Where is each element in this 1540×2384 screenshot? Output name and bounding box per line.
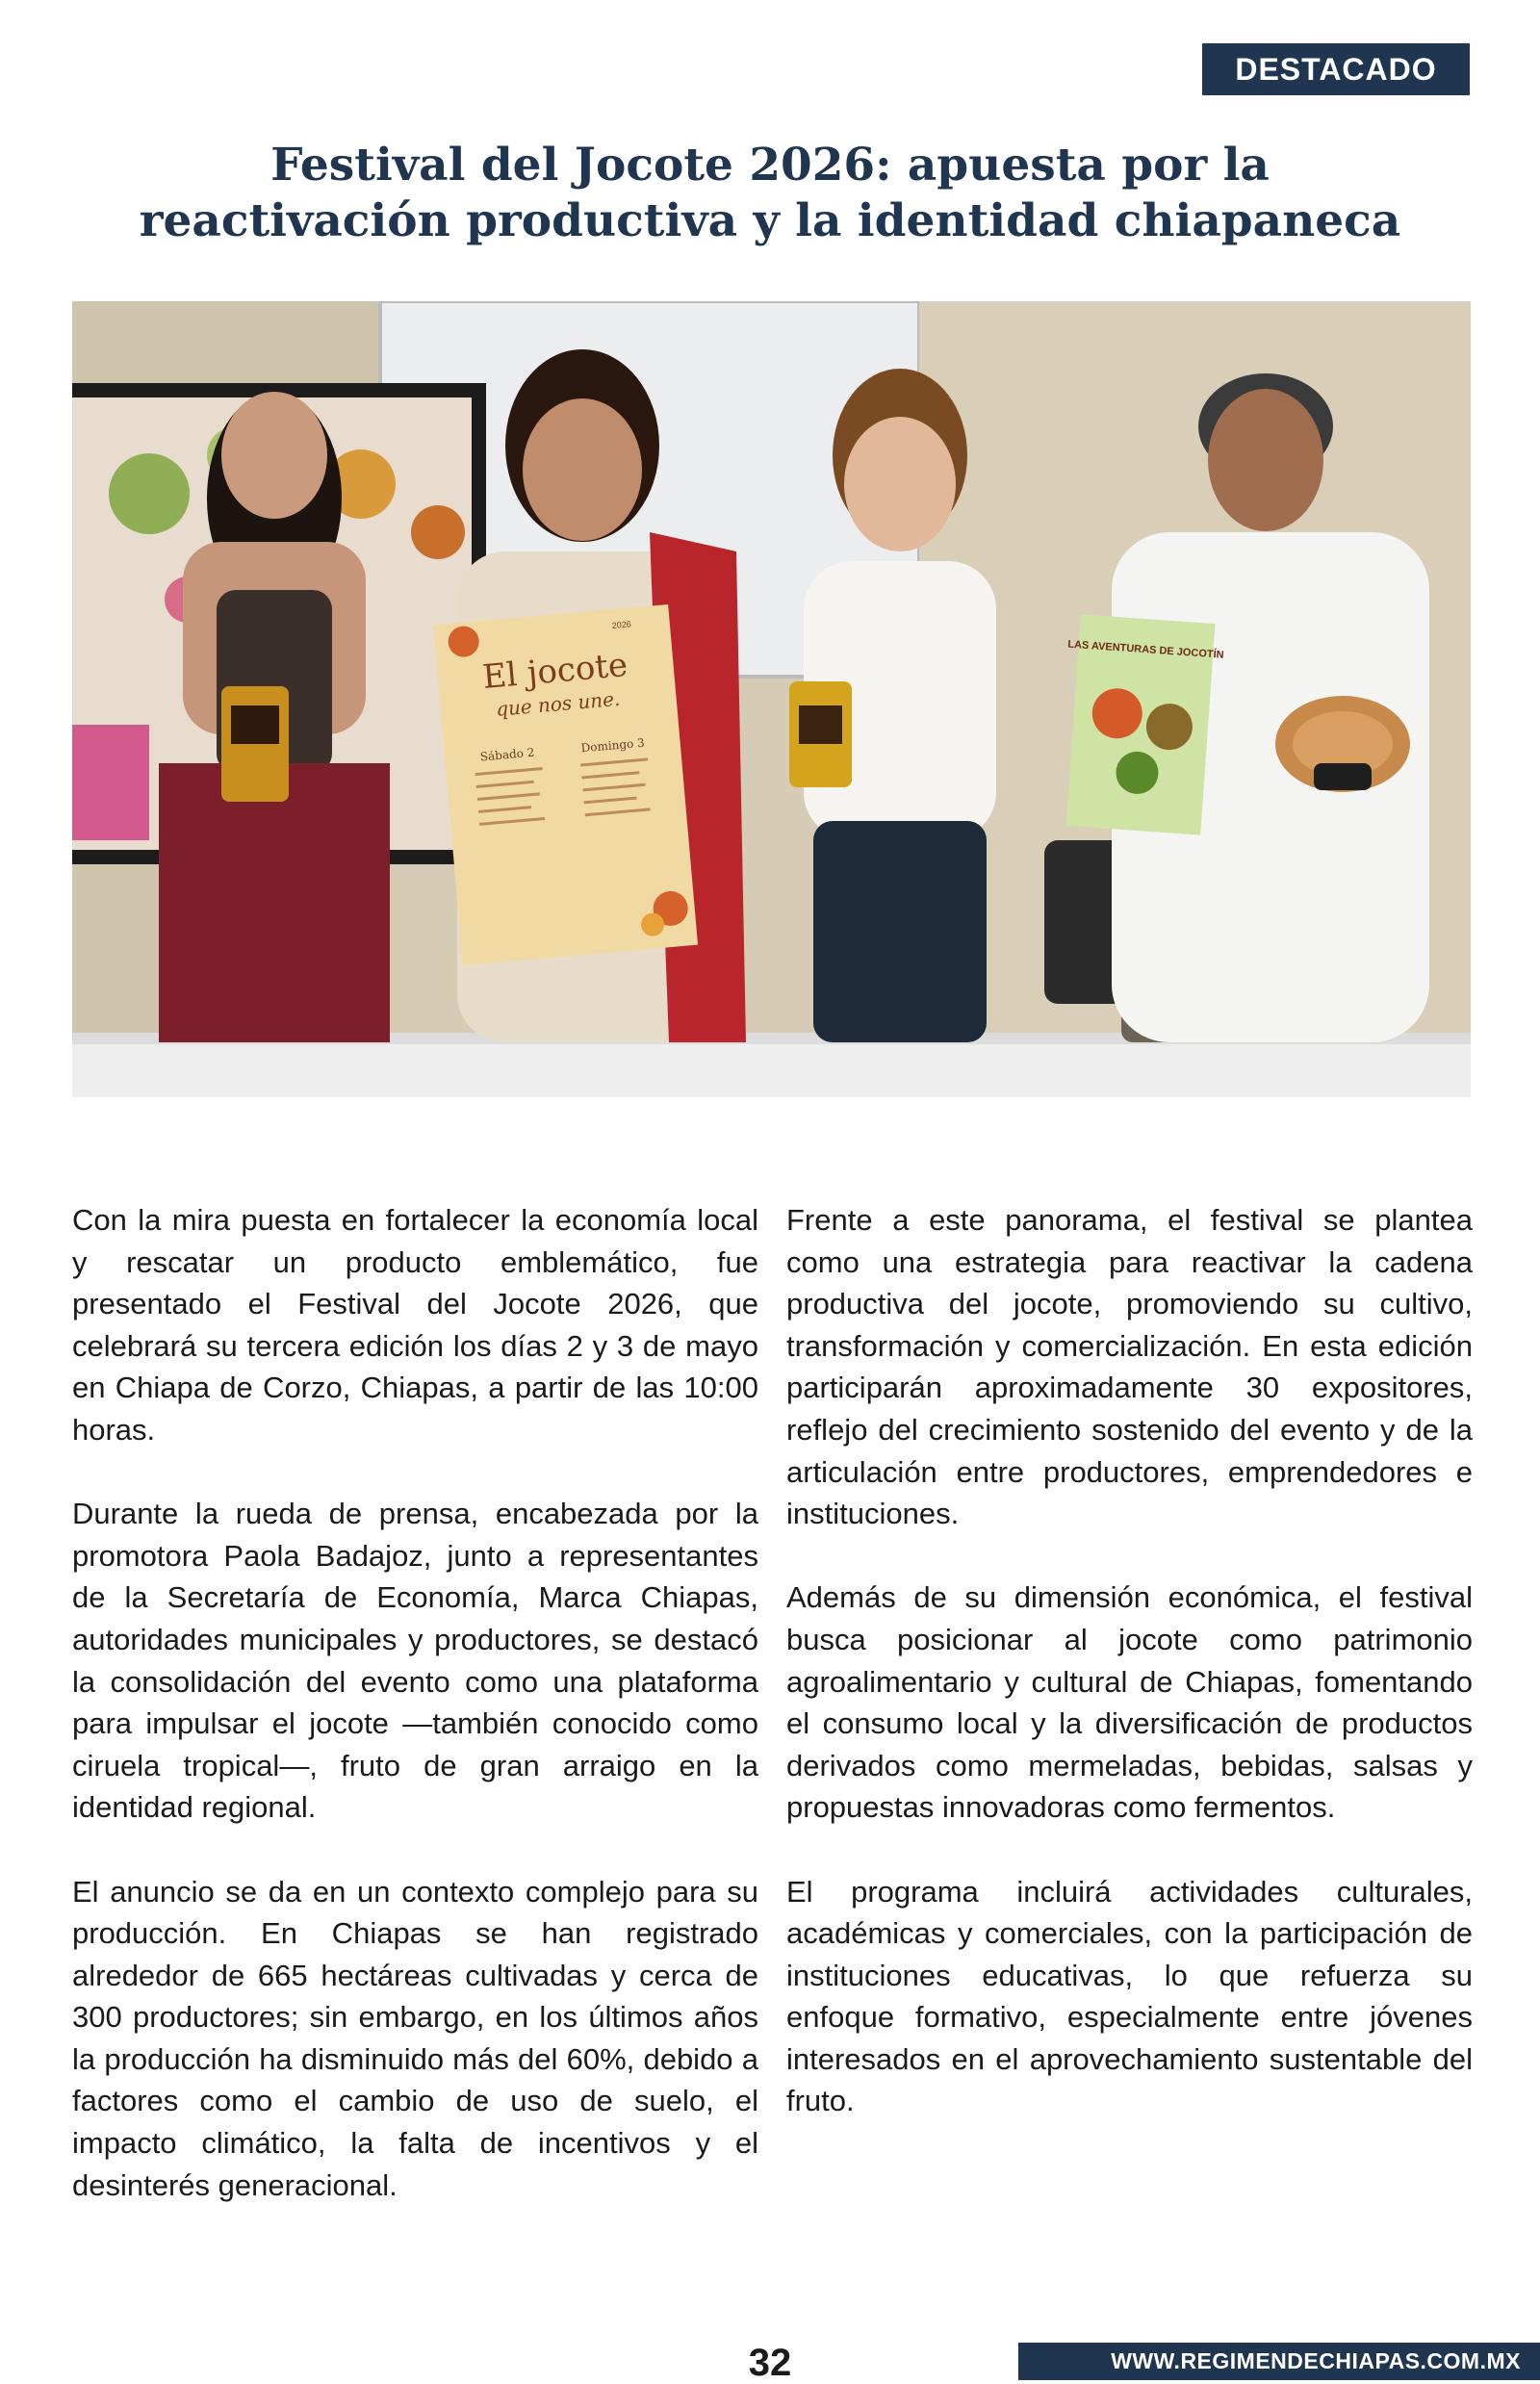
poster-subtitle: que nos une.	[495, 686, 622, 721]
press-conference-photo	[72, 301, 1471, 1097]
poster-title: El jocote	[480, 645, 629, 697]
poster-day1: Sábado 2	[479, 745, 535, 764]
section-badge: DESTACADO	[1202, 43, 1470, 95]
book-title: LAS AVENTURAS DE JOCOTÍN	[1066, 638, 1224, 661]
poster-day2: Domingo 3	[580, 735, 646, 756]
paragraph: El programa incluirá actividades culturales, académicas y comerciales, con la participación de instituciones educativas, lo que refuerza su enfoque formativo, especialmente entre jóvenes interesados en el aprovechamiento sustentable del fruto.	[786, 1874, 1473, 2118]
website-footer	[1018, 2343, 1540, 2380]
paragraph: Además de su dimensión económica, el festival busca posicionar al jocote como patrimonio agroalimentario y cultural de Chiapas, fomentando el consumo local y la diversificación de productos derivados como mermeladas, bebidas, salsas y propuestas innovadoras como fermentos.	[786, 1580, 1473, 1825]
article-column-right	[786, 1199, 1473, 2165]
paragraph: El anuncio se da en un contexto complejo para su producción. En Chiapas se han registrado alrededor de 665 hectáreas cultivadas y cerca de 300 productores; sin embargo, en los últimos años la producción ha disminuido más del 60%, debido a factores como el cambio de uso de suelo, el impacto climático, la falta de incentivos y el desinterés generacional.	[72, 1874, 758, 2202]
article-title: Festival del Jocote 2026: apuesta por la reactivación productiva y la identidad chiapaneca	[139, 139, 1401, 247]
paragraph: Durante la rueda de prensa, encabezada por la promotora Paola Badajoz, junto a representantes de la Secretaría de Economía, Marca Chiapas, autoridades municipales y productores, se destacó la consolidación del evento como una plataforma para impulsar el jocote —también conocido como ciruela tropical—, fruto de gran arraigo en la identidad regional.	[72, 1497, 758, 1825]
bread-package	[1275, 696, 1410, 792]
paragraph: Con la mira puesta en fortalecer la economía local y rescatar un producto emblemático, fue presentado el Festival del Jocote 2026, que celebrará su tercera edición los días 2 y 3 de mayo en Chiapa de Corzo, Chiapas, a partir de las 10:00 horas.	[72, 1203, 758, 1447]
event-poster	[433, 604, 698, 965]
website-url[interactable]: WWW.REGIMENDECHIAPAS.COM.MX	[1111, 2348, 1521, 2373]
article-column-left	[72, 1199, 758, 2248]
page-number: 32	[748, 2342, 792, 2384]
paragraph: Frente a este panorama, el festival se plantea como una estrategia para reactivar la cadena productiva del jocote, promoviendo su cultivo, transformación y comercialización. En esta edición participarán aproximadamente 30 expositores, reflejo del crecimiento sostenido del evento y de la articulación entre productores, emprendedores e instituciones.	[786, 1203, 1473, 1531]
poster-year: 2026	[611, 619, 632, 631]
storybook	[1058, 614, 1224, 834]
